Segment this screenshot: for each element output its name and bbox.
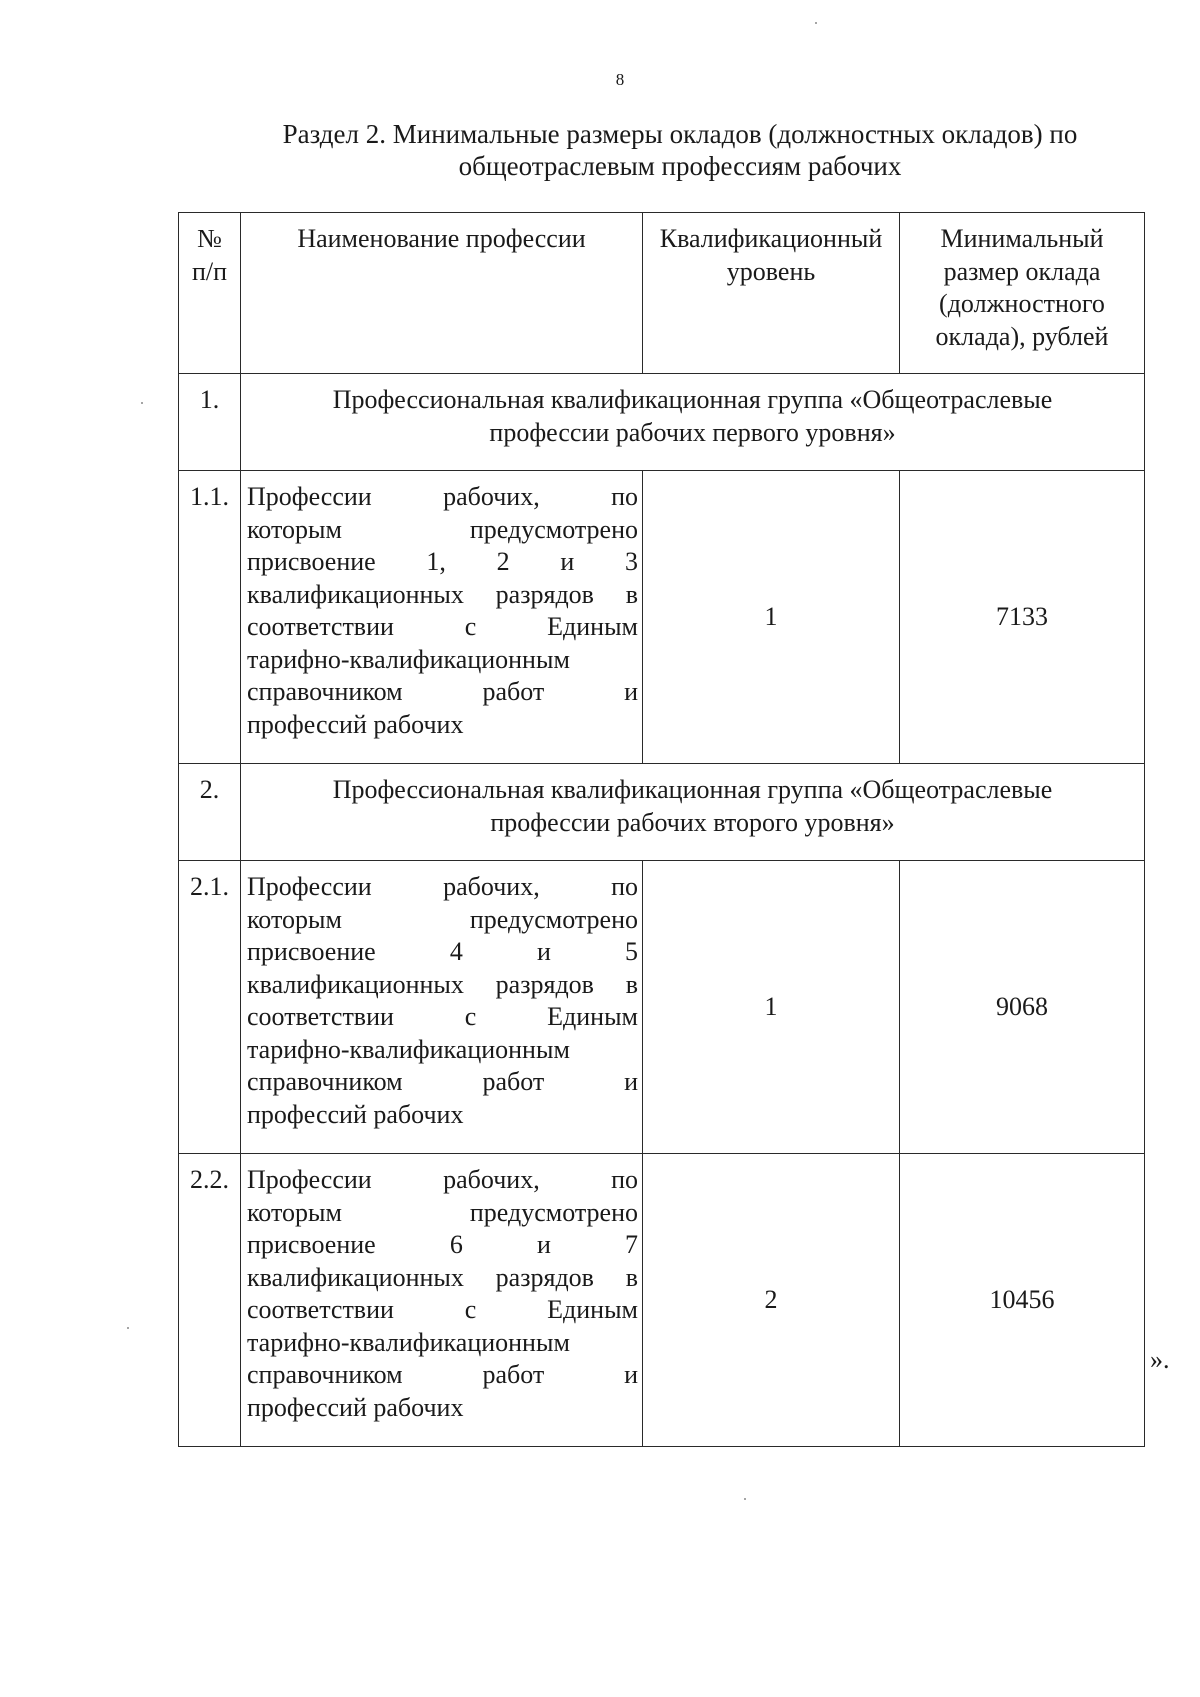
min-salary-value: 7133 xyxy=(900,471,1145,764)
description-line: тарифно-квалификационным xyxy=(247,1327,570,1357)
description-line: квалификационных разрядов в xyxy=(247,1262,638,1292)
table-row xyxy=(179,471,1145,764)
description-line: присвоение 4 и 5 xyxy=(247,937,638,966)
header-qualification-level xyxy=(643,213,900,374)
description-line: справочником работ и xyxy=(247,1360,638,1389)
group-title xyxy=(241,374,1145,471)
description-line: справочником работ и xyxy=(247,1067,638,1096)
header-min-salary xyxy=(900,213,1145,374)
qualification-level: 1 xyxy=(643,861,900,1154)
group-title-line: профессии рабочих второго уровня» xyxy=(490,807,895,837)
header-salary-line: (должностного xyxy=(939,289,1105,318)
scan-speck xyxy=(744,1498,746,1500)
description-line: тарифно-квалификационным xyxy=(247,1034,570,1064)
min-salary-value: 9068 xyxy=(900,861,1145,1154)
page-number: 8 xyxy=(615,70,625,89)
group-row xyxy=(179,764,1145,861)
description-line: соответствии с Единым xyxy=(247,612,638,641)
header-num-line: № xyxy=(197,224,222,253)
item-number: 2.1. xyxy=(179,861,241,1154)
qualification-level: 1 xyxy=(643,471,900,764)
description-line: профессий рабочих xyxy=(247,1392,464,1422)
scan-speck xyxy=(141,402,143,404)
qualification-level: 2 xyxy=(643,1154,900,1447)
min-salary-value: 10456 xyxy=(900,1154,1145,1447)
description-line: Профессии рабочих, по xyxy=(247,872,638,901)
description-line: присвоение 6 и 7 xyxy=(247,1230,638,1259)
description-line: соответствии с Единым xyxy=(247,1002,638,1031)
description-line: соответствии с Единым xyxy=(247,1295,638,1324)
header-num xyxy=(179,213,241,374)
group-row xyxy=(179,374,1145,471)
profession-description xyxy=(241,1154,643,1447)
profession-description xyxy=(241,471,643,764)
header-level-line: Квалификационный xyxy=(659,224,883,253)
description-line: профессий рабочих xyxy=(247,709,464,739)
group-title-line: профессии рабочих первого уровня» xyxy=(489,417,896,447)
group-number: 2. xyxy=(179,764,241,861)
header-salary-line: оклада), рублей xyxy=(935,321,1109,351)
section-title xyxy=(230,118,1130,182)
description-line: которым предусмотрено xyxy=(247,514,638,544)
item-number: 2.2. xyxy=(179,1154,241,1447)
scan-speck xyxy=(127,1327,129,1329)
description-line: квалификационных разрядов в xyxy=(247,579,638,609)
table-row xyxy=(179,1154,1145,1447)
description-line: профессий рабочих xyxy=(247,1099,464,1129)
scan-speck xyxy=(815,22,817,24)
profession-description xyxy=(241,861,643,1154)
description-line: тарифно-квалификационным xyxy=(247,644,570,674)
description-line: Профессии рабочих, по xyxy=(247,482,638,511)
header-num-line: п/п xyxy=(191,256,228,286)
table-header-row xyxy=(179,213,1145,374)
description-line: которым предусмотрено xyxy=(247,1197,638,1227)
group-title xyxy=(241,764,1145,861)
closing-quote: ». xyxy=(1150,1345,1170,1374)
description-line: присвоение 1, 2 и 3 xyxy=(247,547,638,576)
table-row xyxy=(179,861,1145,1154)
item-number: 1.1. xyxy=(179,471,241,764)
header-profession-label: Наименование профессии xyxy=(297,224,586,253)
group-title-line: Профессиональная квалификационная группа «Общеотраслевые xyxy=(332,385,1053,414)
header-profession-name xyxy=(241,213,643,374)
description-line: квалификационных разрядов в xyxy=(247,969,638,999)
description-line: Профессии рабочих, по xyxy=(247,1165,638,1194)
header-salary-line: размер оклада xyxy=(943,256,1101,286)
section-title-line: общеотраслевым профессиям рабочих xyxy=(458,151,902,181)
salary-table xyxy=(178,212,1145,1447)
description-line: которым предусмотрено xyxy=(247,904,638,934)
header-level-line: уровень xyxy=(726,256,816,286)
section-title-line: Раздел 2. Минимальные размеры окладов (должностных окладов) по xyxy=(282,119,1078,149)
group-title-line: Профессиональная квалификационная группа «Общеотраслевые xyxy=(332,775,1053,804)
description-line: справочником работ и xyxy=(247,677,638,706)
group-number: 1. xyxy=(179,374,241,471)
header-salary-line: Минимальный xyxy=(940,224,1104,253)
